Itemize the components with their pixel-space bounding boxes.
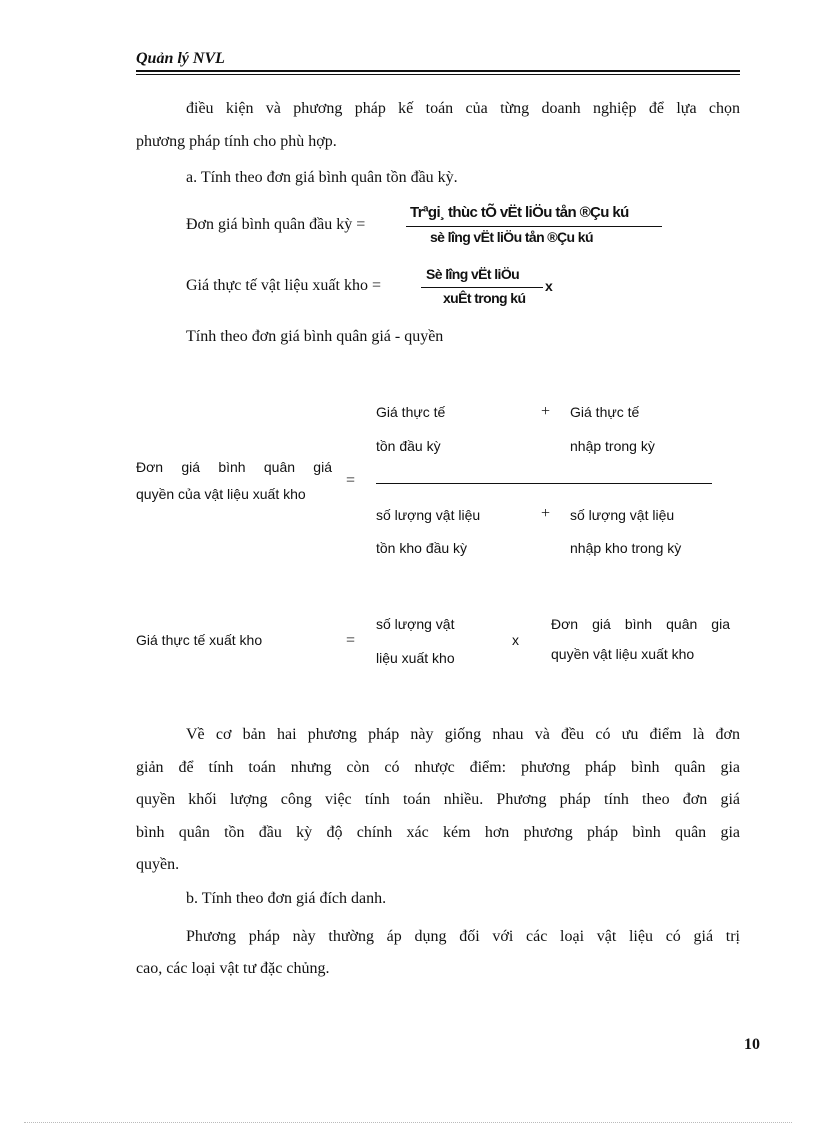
paragraph-line: bình quân tồn đầu kỳ độ chính xác kém hơn phương pháp bình quân gia xyxy=(136,824,740,841)
formula3-plus-bottom: + xyxy=(541,505,551,522)
formula3-den-b-line2: nhập kho trong kỳ xyxy=(570,540,682,556)
formula1-label: Đơn giá bình quân đầu kỳ = xyxy=(186,216,366,233)
formula3-equals: = xyxy=(346,472,356,489)
formula1-fraction-line xyxy=(406,226,662,227)
formula4-label: Giá thực tế xuất kho xyxy=(136,632,263,648)
formula3-num-b-line2: nhập trong kỳ xyxy=(570,438,655,454)
formula4-b-line1: Đơn giá bình quân gia xyxy=(551,616,730,632)
paragraph-line: giản để tính toán nhưng còn có nhược điểm: phương pháp bình quân gia xyxy=(136,759,740,776)
formula4-equals: = xyxy=(346,632,356,649)
formula1-numerator: Trªgi¸ thùc tÕ vËt liÖu tån ®Çu kú xyxy=(410,204,629,221)
formula3-plus-top: + xyxy=(541,403,551,420)
formula4-a-line2: liệu xuất kho xyxy=(376,650,455,666)
heading-b: b. Tính theo đơn giá đích danh. xyxy=(186,890,387,907)
paragraph-line: quyền. xyxy=(136,856,180,873)
formula3-label-line2: quyền của vật liệu xuất kho xyxy=(136,486,306,502)
paragraph-line: Phương pháp này thường áp dụng đối với các loại vật liệu có giá trị xyxy=(186,928,740,945)
heading-quyen: Tính theo đơn giá bình quân giá - quyền xyxy=(186,328,444,345)
paragraph-line: Về cơ bản hai phương pháp này giống nhau và đều có ưu điểm là đơn xyxy=(186,726,740,743)
formula3-num-a-line1: Giá thực tế xyxy=(376,404,446,420)
formula2-label: Giá thực tế vật liệu xuất kho = xyxy=(186,277,381,294)
formula3-label-line1: Đơn giá bình quân giá xyxy=(136,459,332,475)
formula2-fraction-line xyxy=(421,287,543,288)
formula3-fraction-line xyxy=(376,483,712,484)
paragraph-line: cao, các loại vật tư đặc chủng. xyxy=(136,960,330,977)
heading-a: a. Tính theo đơn giá bình quân tồn đầu kỳ. xyxy=(186,169,458,186)
formula3-den-b-line1: số lượng vật liệu xyxy=(570,507,675,523)
formula3-num-b-line1: Giá thực tế xyxy=(570,404,640,420)
paragraph-line: quyền khối lượng công việc tính toán nhiều. Phương pháp tính theo đơn giá xyxy=(136,791,740,808)
formula4-b-line2: quyền vật liệu xuất kho xyxy=(551,646,695,662)
paragraph-line: điều kiện và phương pháp kế toán của từng doanh nghiệp để lựa chọn xyxy=(186,100,740,117)
formula4-times: x xyxy=(512,632,519,648)
formula4-a-line1: số lượng vật xyxy=(376,616,455,632)
page-number: 10 xyxy=(744,1036,760,1053)
formula1-denominator: sè lîng vËt liÖu tån ®Çu kú xyxy=(430,229,593,245)
paragraph-line: phương pháp tính cho phù hợp. xyxy=(136,133,337,150)
header-rule-thin xyxy=(136,74,740,75)
formula2-denominator: xuÊt trong kú xyxy=(443,290,526,306)
header-title: Quản lý NVL xyxy=(136,50,225,67)
formula3-den-a-line1: số lượng vật liệu xyxy=(376,507,481,523)
formula2-numerator: Sè lîng vËt liÖu xyxy=(426,266,520,282)
formula2-times: x xyxy=(545,278,553,294)
header-rule-thick xyxy=(136,70,740,72)
formula3-num-a-line2: tồn đầu kỳ xyxy=(376,438,441,454)
formula3-den-a-line2: tồn kho đầu kỳ xyxy=(376,540,468,556)
